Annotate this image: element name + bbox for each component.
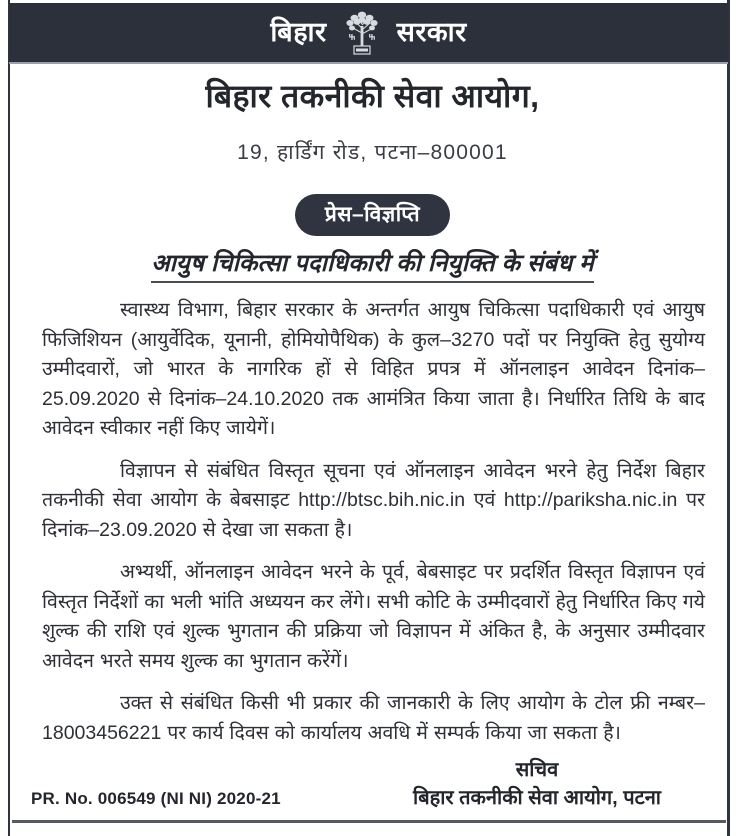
body-content bbox=[42, 296, 705, 748]
paragraph-vacancy-details: स्वास्थ्य विभाग, बिहार सरकार के अन्तर्गत आयुष चिकित्सा पदाधिकारी एवं आयुष फिजिशियन (आयुर्वेदिक, यूनानी, होमियोपैथिक) के कुल–3270 पदों पर नियुक्ति हेतु सुयोग्य उम्मीदवारों, जो भारत के नागरिक हों से विहित प्रपत्र में ऑनलाइन आवेदन दिनांक–25.09.2020 से दिनांक–24.10.2020 तक आमंत्रित किया जाता है। निर्धारित तिथि के बाद आवेदन स्वीकार नहीं किए जायेगें। bbox=[42, 299, 705, 439]
signatory-organization: बिहार तकनीकी सेवा आयोग, पटना bbox=[413, 787, 661, 809]
government-header-band bbox=[9, 3, 728, 64]
organization-title: बिहार तकनीकी सेवा आयोग, bbox=[205, 78, 540, 114]
pr-number: PR. No. 006549 (NI NI) 2020-21 bbox=[31, 789, 281, 808]
organization-address: 19, हार्डिंग रोड, पटना–800001 bbox=[237, 141, 508, 164]
left-border-rule bbox=[8, 0, 10, 836]
signatory-title: सचिव bbox=[515, 759, 559, 781]
header-word-sarkar: सरकार bbox=[396, 17, 467, 47]
press-release-badge-container bbox=[0, 194, 745, 236]
paragraph-helpline: उक्त से संबंधित किसी भी प्रकार की जानकारी के लिए आयोग के टोल फ्री नम्बर–18003456221 पर कार्य दिवस को कार्यालय अवधि में सम्पर्क किया जा सकता है। bbox=[42, 692, 705, 744]
footer-divider-rule bbox=[12, 820, 726, 823]
signature-block bbox=[367, 757, 707, 812]
press-release-badge: प्रेस–विज्ञप्ति bbox=[295, 194, 450, 236]
paragraph-instructions-fee: अभ्यर्थी, ऑनलाइन आवेदन भरने के पूर्व, बेबसाइट पर प्रदर्शित विस्तृत विज्ञापन एवं विस्तृत निर्देशों का भली भांति अध्ययन कर लेंगे। सभी कोटि के उम्मीदवारों हेतु निर्धारित किए गये शुल्क की राशि एवं शुल्क भुगतान की प्रक्रिया जो विज्ञापन में अंकित है, के अनुसार उम्मीदवार आवेदन भरते समय शुल्क का भुगतान करेंगें। bbox=[42, 561, 705, 672]
right-border-rule bbox=[727, 0, 730, 836]
header-word-bihar: बिहार bbox=[270, 17, 327, 47]
subject-line: आयुष चिकित्सा पदाधिकारी की नियुक्ति के संबंध में bbox=[151, 246, 594, 283]
paragraph-website-info: विज्ञापन से संबंधित विस्तृत सूचना एवं ऑनलाइन आवेदन भरने हेतु निर्देश बिहार तकनीकी सेवा आयोग के बेबसाइट http://btsc.bih.nic.in एवं http://pariksha.nic.in पर दिनांक–23.09.2020 से देखा जा सकता है। bbox=[42, 459, 705, 541]
bihar-government-emblem-icon bbox=[341, 8, 383, 58]
subject-line-container bbox=[0, 246, 745, 283]
document-footer bbox=[9, 757, 725, 819]
